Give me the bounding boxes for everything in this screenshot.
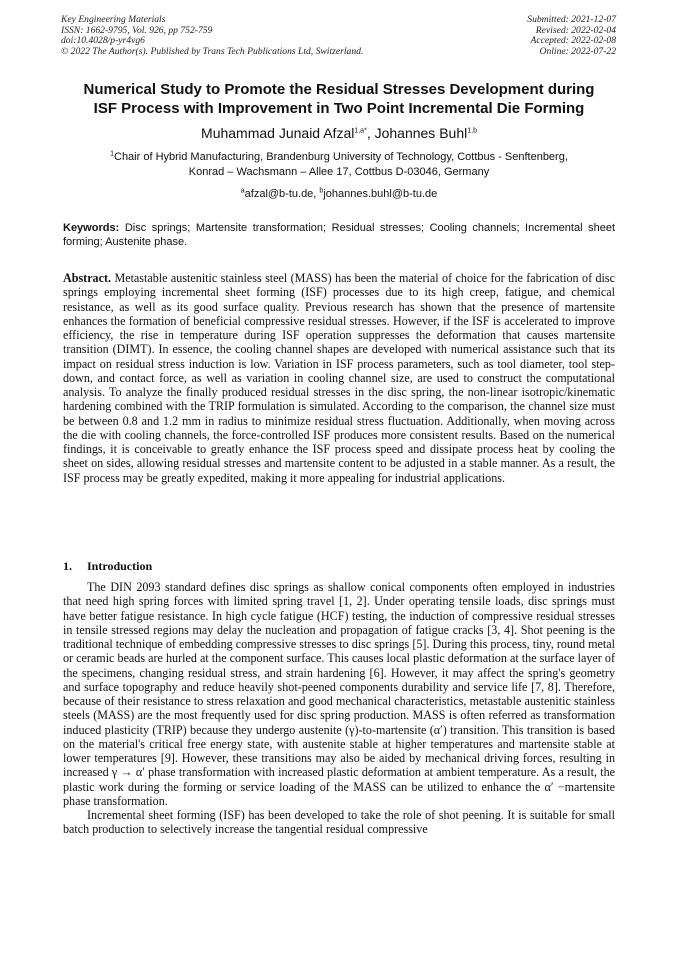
email-marker: b [319,187,324,195]
email-marker: a [240,187,245,195]
title-line: ISF Process with Improvement in Two Point Incremental Die Forming [93,99,585,117]
journal-header [61,15,616,57]
introduction-body [63,580,615,837]
affiliation-line: Konrad – Wachsmann – Allee 17, Cottbus D-03046, Germany [188,165,490,178]
issn-volume: ISSN: 1662-9795, Vol. 926, pp 752-759 [61,24,213,36]
email-address[interactable]: johannes.buhl@b-tu.de [323,188,438,200]
journal-name: Key Engineering Materials [61,14,166,25]
affiliation-line [40,150,638,165]
author-emails [40,187,638,201]
abstract [63,271,615,485]
email-address[interactable]: afzal@b-tu.de, [244,188,320,200]
author-affiliation-marker: 1,a* [354,127,367,135]
keywords [63,222,615,249]
affiliation [40,150,638,179]
doi-link[interactable]: doi:10.4028/p-yr4vg6 [61,35,145,47]
keywords-label: Keywords: [63,222,120,234]
abstract-text: Metastable austenitic stainless steel (MASS) has been the material of choice for the fabrication of disc springs employing incremental sheet forming (ISF) processes due to its high creep, fatigue, and chemical resistance, as well as its good surface quality. Previous research has shown that the presence of martensite enhances the formation of beneficial compressive residual stresses. However, if the ISF is accelerated to improve efficiency, the rise in temperature during ISF operation suppresses the deformation that causes martensite transition (DIMT). In essence, the cooling channel shapes are developed with numerical assistance such that its impact on residual stress induction is low. Variation in ISF process parameters, such as tool diameter, tool step-down, and contact force, as well as variation in cooling channel size, are used to construct the computational analysis. To analyze the finally produced residual stresses in the disc spring, the non-linear isotropic/kinematic hardening combined with the TRIP formulation is simulated. According to the comparison, the channel size must be between 0.8 and 1.2 mm in radius to minimize residual stress fluctuation. Additionally, when moving across the die with cooling channels, the force-controlled ISF produces more consistent results. Based on the numerical findings, it is conceivable to greatly enhance the ISF process speed and dissipate process heat by cooling the sheet on sides, allowing residual stresses and martensite content to be adjusted in a stable manner. As a result, the ISF process may be greatly expedited, making it more appealing for industrial applications. [63,271,615,485]
copyright-notice: © 2022 The Author(s). Published by Trans Tech Publications Ltd, Switzerland. [61,45,364,57]
online-date: Online: 2022-07-22 [539,45,616,57]
section-title: Introduction [87,559,153,573]
paper-title [40,81,638,118]
submitted-date: Submitted: 2021-12-07 [527,14,616,25]
header-row [61,15,616,26]
accepted-date: Accepted: 2022-02-08 [530,35,616,47]
affiliation-marker: 1 [110,150,114,158]
author-name: Muhammad Junaid Afzal [201,125,355,141]
paragraph: Incremental sheet forming (ISF) has been developed to take the role of shot peening. It is suitable for small batch production to selectively increase the tangential residual compressive [63,808,615,837]
title-line: Numerical Study to Promote the Residual Stresses Development during [83,81,595,98]
author-list [40,124,638,142]
author-separator: , [366,125,375,141]
author-affiliation-marker: 1,b [467,127,477,135]
abstract-label: Abstract. [63,271,112,285]
keywords-text: Disc springs; Martensite transformation; Residual stresses; Cooling channels; Incremental sheet forming; Austenite phase. [63,222,615,248]
paragraph: The DIN 2093 standard defines disc springs as shallow conical components often employed in industries that need high spring forces with limited spring travel [1, 2]. Under operating tensile loads, disc springs must have better fatigue resistance. In high cycle fatigue (HCF) testing, the induction of compressive residual stresses in tensile stressed regions may delay the nucleation and propagation of fatigue cracks [3, 4]. Shot peening is the traditional technique of embedding compressive stresses to disc springs [5]. During this process, tiny, round metal or ceramic beads are hurled at the component surface. This causes local plastic deformation at the surface layer of the specimens, changing residual stress, and strain hardening [6]. However, it may affect the spring's geometry and surface topography and reduce heavily shot-peened components durability and service life [7, 8]. Therefore, because of their resistance to stress relaxation and good mechanical characteristics, metastable austenitic stainless steels (MASS) are the most frequently used for disc spring production. MASS is often referred as transformation induced plasticity (TRIP) because they undergo austenite (γ)-to-martensite (α′) transition. This transition is based on the material's critical free energy state, with austenite stable at higher temperatures and martensite stable at lower temperatures [9]. However, these transitions may also be aided by mechanical driving forces, resulting in increased γ → α′ phase transformation with increased plastic deformation at ambient temperature. As a result, the plastic work during the forming or service loading of the MASS can be utilized to enhance the α′ −martensite phase transformation. [63,580,615,808]
header-row [61,47,616,58]
author-name: Johannes Buhl [374,125,468,141]
affiliation-text: Chair of Hybrid Manufacturing, Brandenburg University of Technology, Cottbus - Senftenberg, [114,151,568,163]
revised-date: Revised: 2022-02-04 [535,24,616,36]
section-heading [63,559,152,573]
section-number: 1. [63,559,72,573]
